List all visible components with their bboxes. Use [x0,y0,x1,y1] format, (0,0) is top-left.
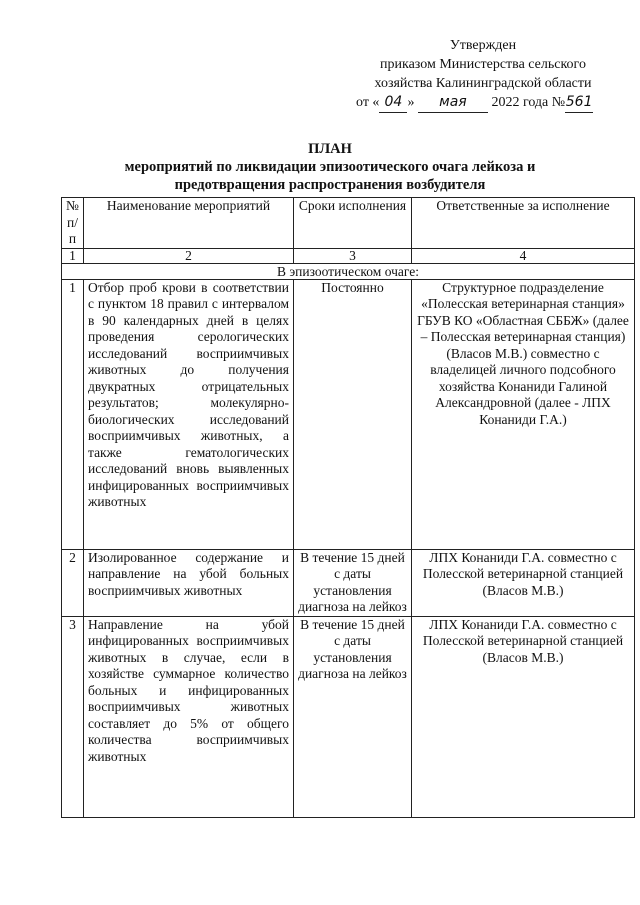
row-name: Направление на убой инфицированных восприимчивых животных в случае, если в хозяйстве суммарное количество больных и инфицированных восприимчивых животных составляет до 5% от общего количества восприимчивых животных [84,616,294,817]
column-number: 2 [84,248,294,263]
header-name: Наименование мероприятий [84,198,294,249]
plan-table [61,197,635,818]
section-row [62,263,635,279]
approval-line-2: приказом Министерства сельского [380,57,586,72]
row-responsible: ЛПХ Конаниди Г.А. совместно с Полесской ветеринарной станцией (Власов М.В.) [412,549,635,616]
quote-close: » [407,95,415,110]
row-terms: В течение 15 дней с даты установления диагноза на лейкоз [294,616,412,817]
handwritten-month: мая [439,94,467,110]
row-num: 3 [62,616,84,817]
column-number: 3 [294,248,412,263]
row-num: 1 [62,279,84,549]
handwritten-number: 561 [565,94,593,110]
approval-line-1: Утвержден [449,38,517,53]
header-terms: Сроки исполнения [294,198,412,249]
column-number-row [62,248,635,263]
approval-date-line [356,93,614,113]
year-text: 2022 года № [491,95,566,110]
header-responsible: Ответственные за исполнение [412,198,635,249]
title-subtitle-line-1: мероприятий по ликвидации эпизоотического очага лейкоза и [124,159,536,175]
title-subtitle-line-2: предотвращения распространения возбудителя [174,177,486,193]
section-label: В эпизоотическом очаге: [62,263,635,279]
column-number: 4 [412,248,635,263]
table-header-row [62,198,635,249]
row-num: 2 [62,549,84,616]
row-name: Отбор проб крови в соответствии с пунктом 18 правил с интервалом в 90 календарных дней в целях проведения серологических исследований восприимчивых животных до получения двукратных отрицательных результатов; молекулярно-биологических исследований восприимчивых животных, а также гематологических исследований вновь выявленных инфицированных восприимчивых животных [84,279,294,549]
table-row [62,549,635,616]
title-heading: ПЛАН [308,141,352,157]
from-prefix: от « [356,95,380,110]
row-terms: Постоянно [294,279,412,549]
row-responsible: ЛПХ Конаниди Г.А. совместно с Полесской ветеринарной станцией (Власов М.В.) [412,616,635,817]
row-terms: В течение 15 дней с даты установления диагноза на лейкоз [294,549,412,616]
document-title [60,140,600,194]
header-num: № п/п [62,198,84,249]
table-row [62,279,635,549]
row-responsible: Структурное подразделение «Полесская ветеринарная станция» ГБУВ КО «Областная СББЖ» (далее – Полесская ветеринарная станция) (Власов М.В.) совместно с владелицей личного подсобного хозяйства Конаниди Галиной Александровной (далее - ЛПХ Конаниди Г.А.) [412,279,635,549]
approval-line-3: хозяйства Калининградской области [374,76,592,91]
table-row [62,616,635,817]
handwritten-day: 04 [384,94,403,110]
approval-block [352,36,614,113]
column-number: 1 [62,248,84,263]
row-name: Изолированное содержание и направление на убой больных восприимчивых животных [84,549,294,616]
